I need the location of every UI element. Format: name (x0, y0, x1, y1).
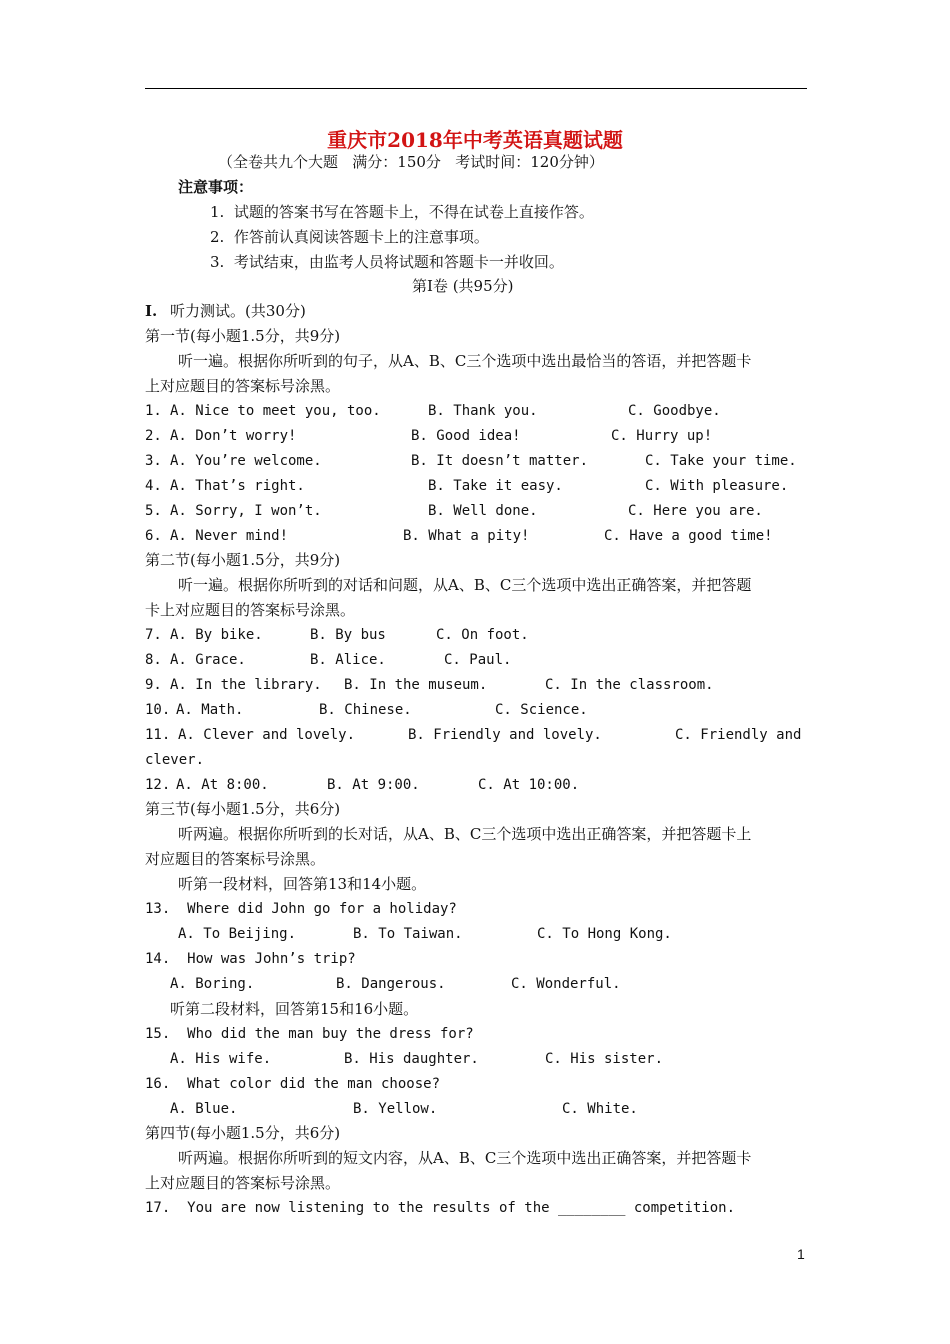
question-number: 12. (145, 777, 171, 793)
option-c: C. Goodbye. (628, 403, 721, 419)
page-number: 1 (797, 1246, 805, 1262)
option-b: B. Friendly and lovely. (408, 727, 602, 743)
option-b: B. It doesn’t matter. (411, 453, 589, 469)
option-a: A. Clever and lovely. (178, 727, 356, 743)
subtitle: （全卷共九个大题 满分：150分 考试时间：120分钟） (218, 153, 604, 171)
option-b: B. His daughter. (344, 1051, 479, 1067)
question-number: 2. (145, 428, 162, 444)
question-number: 4. (145, 478, 162, 494)
option-a: A. Boring. (170, 976, 255, 992)
section-heading: 第一节(每小题1.5分，共9分) (145, 327, 341, 345)
section-heading: 第四节(每小题1.5分，共6分) (145, 1124, 341, 1142)
option-b: B. By bus (310, 627, 386, 643)
option-a: A. Nice to meet you, too. (170, 403, 381, 419)
option-a: A. His wife. (170, 1051, 272, 1067)
question-stem: 14. How was John’s trip? (145, 951, 356, 967)
question-number: 6. (145, 528, 162, 544)
instruction: 卡上对应题目的答案标号涂黑。 (145, 601, 356, 619)
option-c: C. Have a good time! (604, 528, 773, 544)
option-a: A. You’re welcome. (170, 453, 322, 469)
option-b: B. Well done. (428, 503, 538, 519)
material-note: 听第一段材料，回答第13和14小题。 (178, 875, 427, 893)
instruction: 上对应题目的答案标号涂黑。 (145, 377, 341, 395)
notice-item: 3. 考试结束，由监考人员将试题和答题卡一并收回。 (210, 253, 564, 271)
option-b: B. Thank you. (428, 403, 538, 419)
option-c: C. Friendly and (675, 727, 802, 743)
option-b: B. In the museum. (344, 677, 488, 693)
notice-heading: 注意事项： (178, 178, 254, 196)
option-b: B. What a pity! (403, 528, 530, 544)
option-c-wrap: clever. (145, 752, 205, 768)
notice-item: 2. 作答前认真阅读答题卡上的注意事项。 (210, 228, 489, 246)
option-a: A. Blue. (170, 1101, 238, 1117)
question-number: 7. (145, 627, 162, 643)
option-a: A. Sorry, I won’t. (170, 503, 322, 519)
question-stem: 15. Who did the man buy the dress for? (145, 1026, 474, 1042)
instruction: 听一遍。根据你所听到的句子，从A、B、C三个选项中选出最恰当的答语，并把答题卡 (178, 352, 752, 370)
section-heading: 第三节(每小题1.5分，共6分) (145, 800, 341, 818)
option-b: B. Dangerous. (336, 976, 446, 992)
option-b: B. At 9:00. (327, 777, 420, 793)
option-a: A. Grace. (170, 652, 246, 668)
option-c: C. Paul. (444, 652, 512, 668)
question-stem: 17. You are now listening to the results of the ________ competition. (145, 1200, 736, 1216)
option-a: A. By bike. (170, 627, 263, 643)
question-stem: 13. Where did John go for a holiday? (145, 901, 457, 917)
option-b: B. To Taiwan. (353, 926, 463, 942)
option-c: C. Take your time. (645, 453, 797, 469)
option-b: B. Take it easy. (428, 478, 563, 494)
option-c: C. Here you are. (628, 503, 763, 519)
question-number: 9. (145, 677, 162, 693)
question-number: 1. (145, 403, 162, 419)
option-a: A. In the library. (170, 677, 322, 693)
option-c: C. At 10:00. (478, 777, 580, 793)
option-a: A. At 8:00. (176, 777, 269, 793)
notice-item: 1. 试题的答案书写在答题卡上，不得在试卷上直接作答。 (210, 203, 594, 221)
instruction: 听两遍。根据你所听到的短文内容，从A、B、C三个选项中选出正确答案，并把答题卡 (178, 1149, 752, 1167)
option-c: C. Wonderful. (511, 976, 621, 992)
option-a: A. That’s right. (170, 478, 305, 494)
part-title: 听力测试。(共30分) (170, 302, 306, 320)
volume-heading: 第Ⅰ卷 (共95分) (412, 277, 514, 295)
header-rule (145, 88, 807, 89)
question-number: 10. (145, 702, 171, 718)
material-note: 听第二段材料，回答第15和16小题。 (170, 1000, 419, 1018)
option-c: C. His sister. (545, 1051, 664, 1067)
part-label: I. (145, 302, 158, 320)
instruction: 对应题目的答案标号涂黑。 (145, 850, 326, 868)
instruction: 听一遍。根据你所听到的对话和问题，从A、B、C三个选项中选出正确答案，并把答题 (178, 576, 752, 594)
option-a: A. Never mind! (170, 528, 289, 544)
question-number: 8. (145, 652, 162, 668)
question-stem: 16. What color did the man choose? (145, 1076, 441, 1092)
option-b: B. Chinese. (319, 702, 412, 718)
option-b: B. Good idea! (411, 428, 521, 444)
option-a: A. Don’t worry! (170, 428, 297, 444)
option-c: C. To Hong Kong. (537, 926, 672, 942)
option-c: C. Science. (495, 702, 588, 718)
option-c: C. White. (562, 1101, 638, 1117)
instruction: 上对应题目的答案标号涂黑。 (145, 1174, 341, 1192)
question-number: 3. (145, 453, 162, 469)
option-b: B. Alice. (310, 652, 386, 668)
option-c: C. With pleasure. (645, 478, 789, 494)
option-a: A. To Beijing. (178, 926, 297, 942)
question-number: 5. (145, 503, 162, 519)
section-heading: 第二节(每小题1.5分，共9分) (145, 551, 341, 569)
option-a: A. Math. (176, 702, 244, 718)
option-c: C. Hurry up! (611, 428, 713, 444)
option-c: C. In the classroom. (545, 677, 714, 693)
option-b: B. Yellow. (353, 1101, 438, 1117)
page-title: 重庆市2018年中考英语真题试题 (327, 128, 623, 152)
instruction: 听两遍。根据你所听到的长对话，从A、B、C三个选项中选出正确答案，并把答题卡上 (178, 825, 752, 843)
question-number: 11. (145, 727, 171, 743)
option-c: C. On foot. (436, 627, 529, 643)
